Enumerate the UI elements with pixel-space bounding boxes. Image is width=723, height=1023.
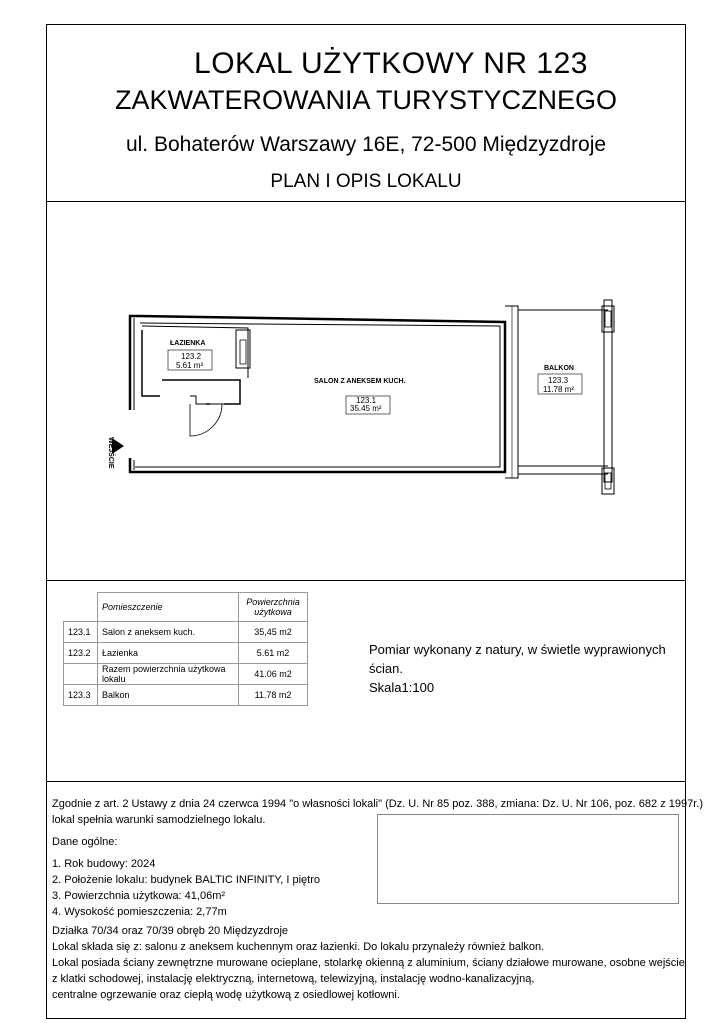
description-notes — [52, 796, 703, 1003]
room-label-balcony: BALKON — [544, 365, 574, 372]
measurement-note: Pomiar wykonany z natury, w świetle wyprawionych ścian. Skala1:100 — [369, 642, 666, 695]
table-header-area: Powierzchnia użytkowa — [239, 593, 308, 622]
room-area-bathroom: 5.61 m² — [176, 361, 204, 370]
title-line-2: ZAKWATEROWANIA TURYSTYCZNEGO — [114, 85, 618, 115]
description-line: z klatki schodowej, instalację elektryczną, internetową, telewizyjną, instalację wodno-kanalizacyjną, — [52, 973, 535, 985]
title-line-1: LOKAL UŻYTKOWY NR 123 — [194, 47, 588, 80]
bathroom-door — [190, 404, 222, 436]
description-line: centralne ogrzewanie oraz ciepłą wodę użytkową z osiedlowej kotłowni. — [52, 989, 400, 1001]
description-line: Lokal składa się z: salonu z aneksem kuchennym oraz łazienki. Do lokalu przynależy również balkon. — [52, 941, 545, 953]
room-label-bathroom: ŁAZIENKA — [170, 340, 206, 347]
general-item: 3. Powierzchnia użytkowa: 41,06m² — [52, 890, 226, 902]
general-item: 1. Rok budowy: 2024 — [52, 858, 156, 870]
room-number-living: 123.1 — [356, 396, 377, 405]
room-area-living: 35.45 m² — [350, 404, 382, 413]
general-item: 2. Położenie lokalu: budynek BALTIC INFINITY, I piętro — [52, 874, 321, 886]
general-title: Dane ogólne: — [52, 836, 118, 848]
general-item: 4. Wysokość pomieszczenia: 2,77m — [52, 906, 227, 918]
description-line: Lokal posiada ściany zewnętrzne murowane ocieplane, stolarkę okienną z aluminium, ściany działowe murowane, osobne wejście — [52, 957, 685, 969]
legal-line-1: Zgodnie z art. 2 Ustawy z dnia 24 czerwca 1994 "o własności lokali" (Dz. U. Nr 85 poz. 388, zmiana: Dz. U. Nr 106, poz. 682 z 1997r.) — [52, 798, 703, 810]
room-number-balcony: 123.3 — [548, 376, 569, 385]
room-number-bathroom: 123.2 — [181, 352, 202, 361]
table-row: 123.1 Salon z aneksem kuch. 35,45 m2 — [64, 622, 308, 643]
entrance-label: WEJŚCIE — [107, 437, 114, 469]
room-label-living: SALON Z ANEKSEM KUCH. — [314, 378, 406, 385]
table-row-total: Razem powierzchnia użytkowa lokalu 41.06 m2 — [64, 664, 308, 685]
area-table — [63, 592, 308, 706]
legal-line-2: lokal spełnia warunki samodzielnego lokalu. — [52, 814, 266, 826]
address: ul. Bohaterów Warszawy 16E, 72-500 Międzyzdroje — [125, 133, 607, 156]
table-header-row — [64, 593, 308, 622]
plot-info: Działka 70/34 oraz 70/39 obręb 20 Międzyzdroje — [52, 925, 289, 937]
balcony-outline — [505, 306, 518, 478]
table-row: 123.2 Łazienka 5.61 m2 — [64, 643, 308, 664]
room-area-balcony: 11.78 m² — [543, 385, 574, 394]
table-header-room: Pomieszczenie — [98, 593, 239, 622]
subtitle: PLAN I OPIS LOKALU — [270, 171, 462, 192]
table-row: 123.3 Balkon 11.78 m2 — [64, 685, 308, 706]
